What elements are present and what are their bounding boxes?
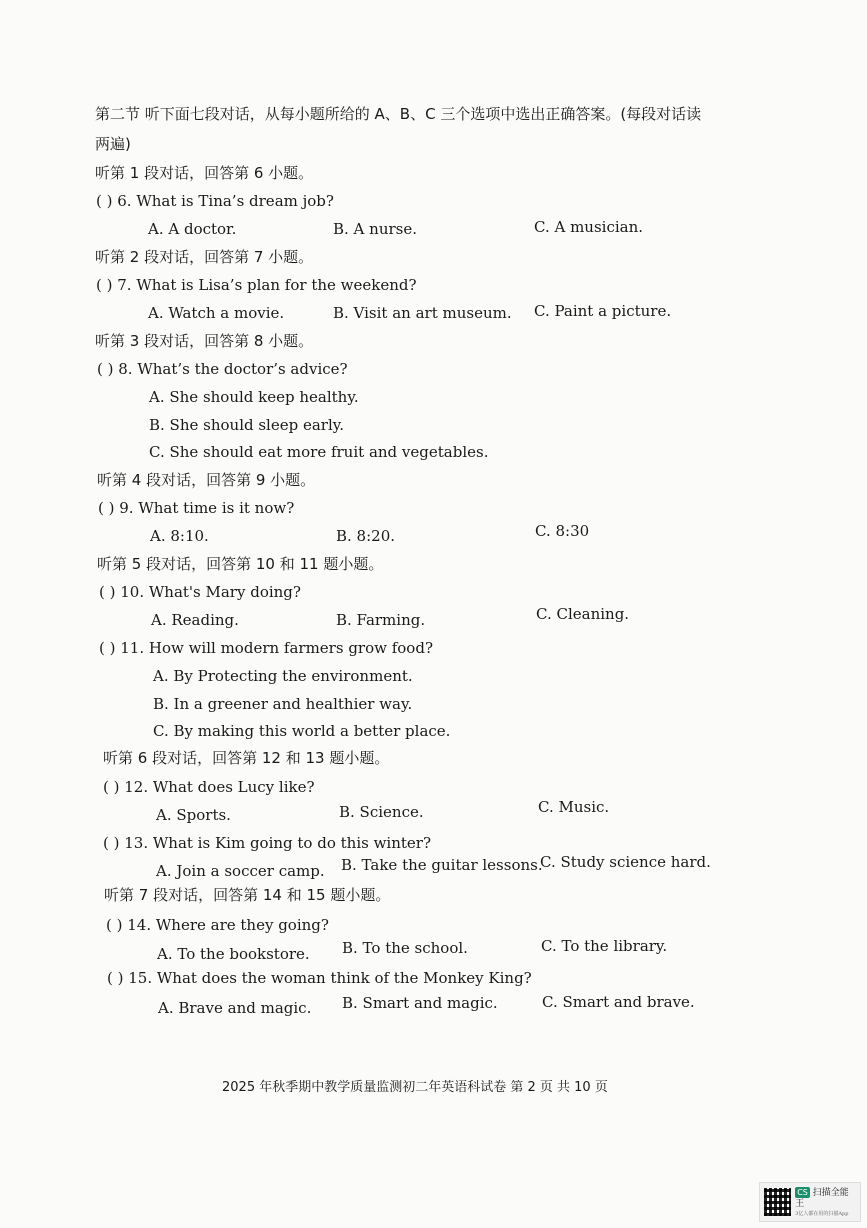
question-15-option-b: B. Smart and magic. [342, 994, 498, 1012]
question-12-option-a: A. Sports. [156, 806, 231, 824]
qr-code-icon [764, 1188, 791, 1216]
question-13-option-c: C. Study science hard. [540, 853, 711, 871]
dialogue-label-2: 听第 2 段对话，回答第 7 小题。 [95, 248, 314, 266]
question-14-option-a: A. To the bookstore. [157, 945, 310, 963]
camscanner-logo-icon: CS [797, 1188, 808, 1197]
question-9-option-a: A. 8:10. [150, 527, 209, 545]
question-13-option-b: B. Take the guitar lessons. [341, 856, 543, 874]
question-9-stem: ( ) 9. What time is it now? [98, 499, 295, 517]
scanner-app-name: 扫描全能王 [795, 1188, 849, 1209]
question-8-option-b: B. She should sleep early. [149, 416, 345, 434]
question-8-option-a: A. She should keep healthy. [149, 388, 359, 406]
question-15-option-a: A. Brave and magic. [158, 999, 312, 1017]
question-12-option-c: C. Music. [538, 798, 610, 816]
question-14-option-c: C. To the library. [541, 937, 668, 955]
question-6-option-b: B. A nurse. [333, 220, 417, 238]
page-footer: 2025 年秋季期中教学质量监测初二年英语科试卷 第 2 页 共 10 页 [222, 1080, 608, 1095]
question-9-option-c: C. 8:30 [535, 522, 590, 540]
question-13-option-a: A. Join a soccer camp. [156, 862, 325, 880]
section-heading-line2: 两遍) [95, 135, 131, 153]
question-6-option-c: C. A musician. [534, 218, 644, 236]
dialogue-label-1: 听第 1 段对话，回答第 6 小题。 [95, 164, 314, 182]
question-13-stem: ( ) 13. What is Kim going to do this winter? [103, 834, 431, 852]
question-15-stem: ( ) 15. What does the woman think of the Monkey King? [107, 969, 532, 987]
question-6-stem: ( ) 6. What is Tina’s dream job? [96, 192, 334, 210]
dialogue-label-7: 听第 7 段对话，回答第 14 和 15 题小题。 [104, 886, 391, 904]
question-12-option-b: B. Science. [339, 803, 424, 821]
question-10-option-c: C. Cleaning. [536, 605, 630, 623]
question-12-stem: ( ) 12. What does Lucy like? [103, 778, 315, 796]
question-7-stem: ( ) 7. What is Lisa’s plan for the weekend? [96, 276, 417, 294]
question-7-option-c: C. Paint a picture. [534, 302, 672, 320]
dialogue-label-6: 听第 6 段对话，回答第 12 和 13 题小题。 [103, 749, 390, 767]
question-9-option-b: B. 8:20. [336, 527, 396, 545]
question-7-option-a: A. Watch a movie. [148, 304, 285, 322]
question-10-option-b: B. Farming. [336, 611, 426, 629]
question-11-option-b: B. In a greener and healthier way. [153, 695, 413, 713]
dialogue-label-3: 听第 3 段对话，回答第 8 小题。 [95, 332, 314, 350]
scanner-tagline: 3亿人都在用的扫描App [795, 1211, 849, 1217]
dialogue-label-5: 听第 5 段对话，回答第 10 和 11 题小题。 [97, 555, 384, 573]
question-6-option-a: A. A doctor. [148, 220, 237, 238]
dialogue-label-4: 听第 4 段对话，回答第 9 小题。 [97, 471, 316, 489]
question-11-option-a: A. By Protecting the environment. [153, 667, 413, 685]
scanner-watermark [759, 1182, 861, 1222]
section-heading-line1: 第二节 听下面七段对话，从每小题所给的 A、B、C 三个选项中选出正确答案。(每段对话读 [95, 105, 702, 123]
question-14-stem: ( ) 14. Where are they going? [106, 916, 329, 934]
question-8-option-c: C. She should eat more fruit and vegetables. [149, 443, 489, 461]
question-8-stem: ( ) 8. What’s the doctor’s advice? [97, 360, 348, 378]
question-10-option-a: A. Reading. [151, 611, 239, 629]
question-10-stem: ( ) 10. What's Mary doing? [99, 583, 301, 601]
question-11-option-c: C. By making this world a better place. [153, 722, 451, 740]
question-14-option-b: B. To the school. [342, 939, 468, 957]
question-11-stem: ( ) 11. How will modern farmers grow food? [99, 639, 433, 657]
question-15-option-c: C. Smart and brave. [542, 993, 695, 1011]
question-7-option-b: B. Visit an art museum. [333, 304, 512, 322]
